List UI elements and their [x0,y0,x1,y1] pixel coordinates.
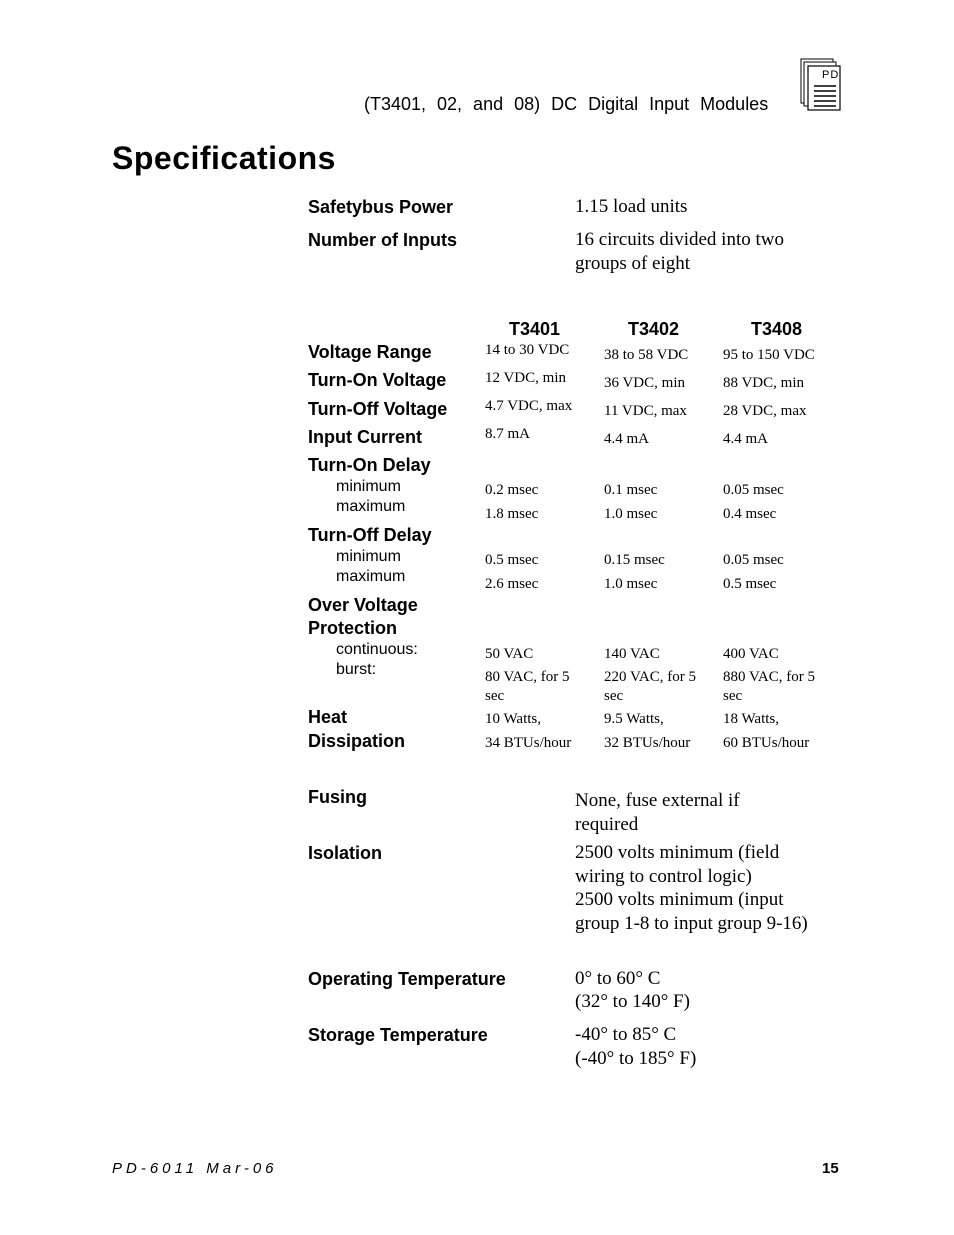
page-title: Specifications [112,140,336,176]
row-label-turn-off-delay: Turn-Off Delay [308,525,432,545]
spec-label-isolation: Isolation [308,843,383,863]
cell-turn-off-min-t3408: 0.05 msec [723,552,784,568]
cell-turn-off-max-t3401: 2.6 msec [485,576,539,592]
column-header-t3401: T3401 [509,319,561,339]
cell-turn-on-max-t3401: 1.8 msec [485,506,539,522]
spec-value-fusing: None, fuse external if required [575,790,740,835]
row-label-dissipation: Dissipation [308,731,406,751]
spec-value-safetybus-power: 1.15 load units [575,196,688,217]
cell-burst-t3401: 80 VAC, for 5 sec [485,669,570,704]
row-label-turn-off-voltage: Turn-Off Voltage [308,399,448,419]
cell-input-current-t3408: 4.4 mA [723,431,768,447]
cell-turn-off-max-t3408: 0.5 msec [723,576,777,592]
cell-turn-off-min-t3402: 0.15 msec [604,552,665,568]
spec-value-isolation-2: 2500 volts minimum (input group 1-8 to input group 9-16) [575,889,808,934]
pd-icon-label: PD [822,69,840,81]
cell-continuous-t3401: 50 VAC [485,646,534,662]
cell-heat-btu-t3408: 60 BTUs/hour [723,735,810,751]
sublabel-turn-on-maximum: maximum [336,498,406,515]
sublabel-turn-off-maximum: maximum [336,568,406,585]
spec-label-safetybus-power: Safetybus Power [308,197,454,217]
cell-turn-on-max-t3408: 0.4 msec [723,506,777,522]
sublabel-continuous: continuous: [336,641,418,658]
cell-input-current-t3402: 4.4 mA [604,431,649,447]
document-pd-icon [800,58,842,112]
cell-turn-on-min-t3408: 0.05 msec [723,482,784,498]
row-label-voltage-range: Voltage Range [308,342,432,362]
cell-heat-watts-t3402: 9.5 Watts, [604,711,664,727]
column-header-t3408: T3408 [751,319,803,339]
spec-value-operating-temp-c: 0° to 60° C [575,968,661,989]
spec-value-storage-temp-f: (-40° to 185° F) [575,1048,697,1069]
spec-value-storage-temp-c: -40° to 85° C [575,1024,677,1045]
sublabel-turn-on-minimum: minimum [336,478,401,495]
cell-turn-off-max-t3402: 1.0 msec [604,576,658,592]
spec-label-fusing: Fusing [308,787,367,807]
row-label-turn-on-delay: Turn-On Delay [308,455,431,475]
cell-continuous-t3408: 400 VAC [723,646,779,662]
cell-heat-btu-t3402: 32 BTUs/hour [604,735,691,751]
cell-input-current-t3401: 8.7 mA [485,426,530,442]
cell-heat-watts-t3401: 10 Watts, [485,711,542,727]
cell-turn-on-voltage-t3408: 88 VDC, min [723,375,804,391]
cell-burst-t3408: 880 VAC, for 5 sec [723,669,815,704]
cell-turn-on-voltage-t3401: 12 VDC, min [485,370,566,386]
cell-continuous-t3402: 140 VAC [604,646,660,662]
spec-label-storage-temperature: Storage Temperature [308,1025,488,1045]
sublabel-burst: burst: [336,661,377,678]
column-header-t3402: T3402 [628,319,680,339]
row-label-input-current: Input Current [308,427,422,447]
cell-turn-off-voltage-t3408: 28 VDC, max [723,403,807,419]
spec-label-number-of-inputs: Number of Inputs [308,230,457,250]
cell-turn-off-voltage-t3401: 4.7 VDC, max [485,398,573,414]
spec-value-isolation-1: 2500 volts minimum (field wiring to control logic) [575,842,780,887]
footer-document-id: PD-6011 Mar-06 [112,1160,278,1177]
spec-value-operating-temp-f: (32° to 140° F) [575,991,690,1012]
cell-voltage-range-t3408: 95 to 150 VDC [723,347,815,363]
cell-turn-on-min-t3402: 0.1 msec [604,482,658,498]
row-label-over-voltage: Over Voltage [308,595,418,615]
cell-burst-t3402: 220 VAC, for 5 sec [604,669,696,704]
row-label-turn-on-voltage: Turn-On Voltage [308,370,447,390]
running-header: (T3401, 02, and 08) DC Digital Input Modules [364,94,769,114]
row-label-protection: Protection [308,618,398,638]
cell-turn-on-voltage-t3402: 36 VDC, min [604,375,685,391]
cell-turn-off-min-t3401: 0.5 msec [485,552,539,568]
cell-turn-on-max-t3402: 1.0 msec [604,506,658,522]
row-label-heat: Heat [308,707,348,727]
sublabel-turn-off-minimum: minimum [336,548,401,565]
spec-value-number-of-inputs: 16 circuits divided into two groups of eight [575,229,784,274]
cell-heat-watts-t3408: 18 Watts, [723,711,780,727]
cell-turn-off-voltage-t3402: 11 VDC, max [604,403,687,419]
cell-heat-btu-t3401: 34 BTUs/hour [485,735,572,751]
cell-voltage-range-t3402: 38 to 58 VDC [604,347,689,363]
spec-label-operating-temperature: Operating Temperature [308,969,506,989]
cell-turn-on-min-t3401: 0.2 msec [485,482,539,498]
cell-voltage-range-t3401: 14 to 30 VDC [485,342,570,358]
footer-page-number: 15 [822,1160,839,1177]
